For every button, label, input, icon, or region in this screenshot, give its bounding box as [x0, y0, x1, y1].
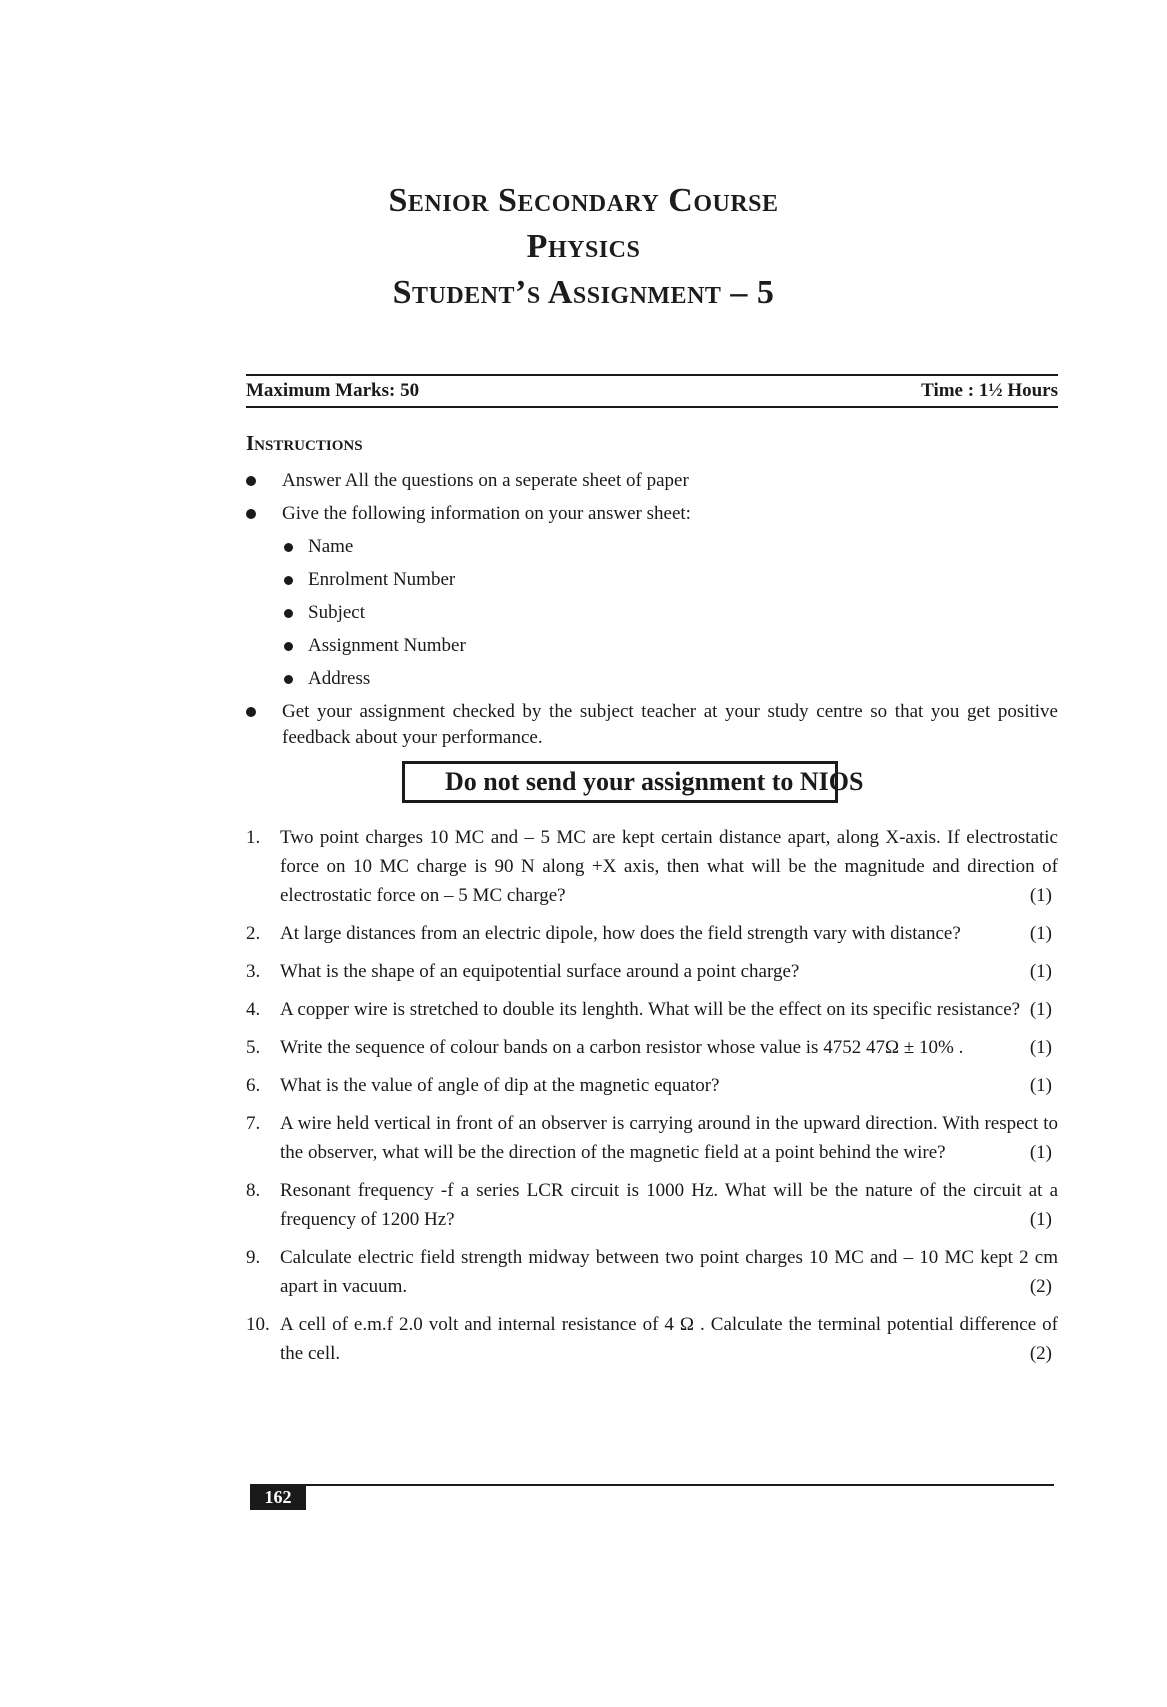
info-text: Name — [308, 536, 354, 557]
question-marks: (1) — [1029, 1209, 1052, 1230]
info-text: Address — [308, 668, 371, 689]
info-text: Enrolment Number — [308, 569, 456, 590]
question-number: 4. — [246, 999, 261, 1020]
question-item — [246, 919, 1058, 948]
notice-box — [402, 761, 864, 803]
question-item — [246, 1310, 1058, 1368]
bullet-icon — [246, 476, 256, 486]
question-item — [246, 1033, 1058, 1062]
questions-list — [246, 823, 1058, 1377]
question-marks: (1) — [1029, 885, 1052, 906]
question-text: What is the shape of an equipotential surface around a point charge? — [280, 961, 800, 982]
question-number: 10. — [246, 1314, 270, 1335]
bullet-icon — [284, 576, 293, 585]
course-title: Senior Secondary Course — [388, 182, 779, 219]
subject-title: Physics — [526, 228, 641, 265]
question-marks: (2) — [1029, 1343, 1052, 1364]
instruction-item — [246, 699, 1058, 751]
bullet-icon — [246, 509, 256, 519]
info-item — [282, 567, 1058, 593]
footer-rule — [250, 1484, 1054, 1486]
question-number: 8. — [246, 1180, 261, 1201]
question-number: 9. — [246, 1247, 261, 1268]
info-item — [282, 666, 1058, 692]
question-item — [246, 995, 1058, 1024]
question-text: At large distances from an electric dipole, how does the field strength vary with distance? — [280, 923, 961, 944]
bullet-icon — [284, 609, 293, 618]
info-item — [282, 534, 1058, 560]
info-item — [282, 600, 1058, 626]
instruction-text: Answer All the questions on a seperate sheet of paper — [282, 470, 689, 491]
question-marks: (2) — [1029, 1276, 1052, 1297]
question-text: Resonant frequency -f a series LCR circuit is 1000 Hz. What will be the nature of the circuit at a frequency of 1200 Hz? — [280, 1180, 1058, 1230]
question-text: A wire held vertical in front of an observer is carrying around in the upward direction. With respect to the observer, what will be the direction of the magnetic field at a point behind the wire? — [280, 1113, 1058, 1163]
max-marks: Maximum Marks: 50 — [246, 380, 420, 401]
instruction-text: Get your assignment checked by the subject teacher at your study centre so that you get positive feedback about your performance. — [282, 701, 1058, 748]
question-marks: (1) — [1029, 923, 1052, 944]
question-item — [246, 823, 1058, 910]
question-text: Write the sequence of colour bands on a carbon resistor whose value is 4752 47Ω ± 10% . — [280, 1037, 964, 1058]
page-number: 162 — [250, 1484, 306, 1510]
bullet-icon — [284, 675, 293, 684]
question-marks: (1) — [1029, 961, 1052, 982]
question-item — [246, 957, 1058, 986]
question-text: Calculate electric field strength midway between two point charges 10 MC and – 10 MC kept 2 cm apart in vacuum. — [280, 1247, 1058, 1297]
question-number: 7. — [246, 1113, 261, 1134]
title-block — [0, 178, 1167, 316]
instruction-text: Give the following information on your answer sheet: — [282, 503, 691, 524]
question-number: 3. — [246, 961, 261, 982]
question-item — [246, 1109, 1058, 1167]
question-number: 5. — [246, 1037, 261, 1058]
question-text: Two point charges 10 MC and – 5 MC are kept certain distance apart, along X-axis. If electrostatic force on 10 MC charge is 90 N along +X axis, then what will be the magnitude and direction of electrostatic force on – 5 MC charge? — [280, 827, 1058, 906]
question-text: A cell of e.m.f 2.0 volt and internal resistance of 4 Ω . Calculate the terminal potential difference of the cell. — [280, 1314, 1058, 1364]
question-marks: (1) — [1029, 1075, 1052, 1096]
question-number: 2. — [246, 923, 261, 944]
notice-text: Do not send your assignment to NIOS — [445, 767, 864, 796]
answer-sheet-info-list — [282, 534, 1058, 692]
question-number: 6. — [246, 1075, 261, 1096]
question-item — [246, 1176, 1058, 1234]
time-allowed: Time : 1½ Hours — [921, 380, 1058, 401]
question-item — [246, 1071, 1058, 1100]
question-marks: (1) — [1029, 1142, 1052, 1163]
instructions-list — [246, 468, 1058, 758]
question-marks: (1) — [1029, 999, 1052, 1020]
assignment-title: Student’s Assignment – 5 — [392, 274, 775, 311]
question-item — [246, 1243, 1058, 1301]
bullet-icon — [284, 543, 293, 552]
bullet-icon — [284, 642, 293, 651]
info-item — [282, 633, 1058, 659]
instruction-item — [246, 501, 1058, 692]
question-number: 1. — [246, 827, 261, 848]
instructions-heading: Instructions — [246, 431, 363, 455]
question-marks: (1) — [1029, 1037, 1052, 1058]
info-text: Subject — [308, 602, 365, 623]
instruction-item — [246, 468, 1058, 494]
question-text: What is the value of angle of dip at the magnetic equator? — [280, 1075, 720, 1096]
info-text: Assignment Number — [308, 635, 466, 656]
marks-time-bar — [246, 374, 1058, 408]
question-text: A copper wire is stretched to double its lenghth. What will be the effect on its specific resistance? — [280, 999, 1021, 1020]
bullet-icon — [246, 707, 256, 717]
